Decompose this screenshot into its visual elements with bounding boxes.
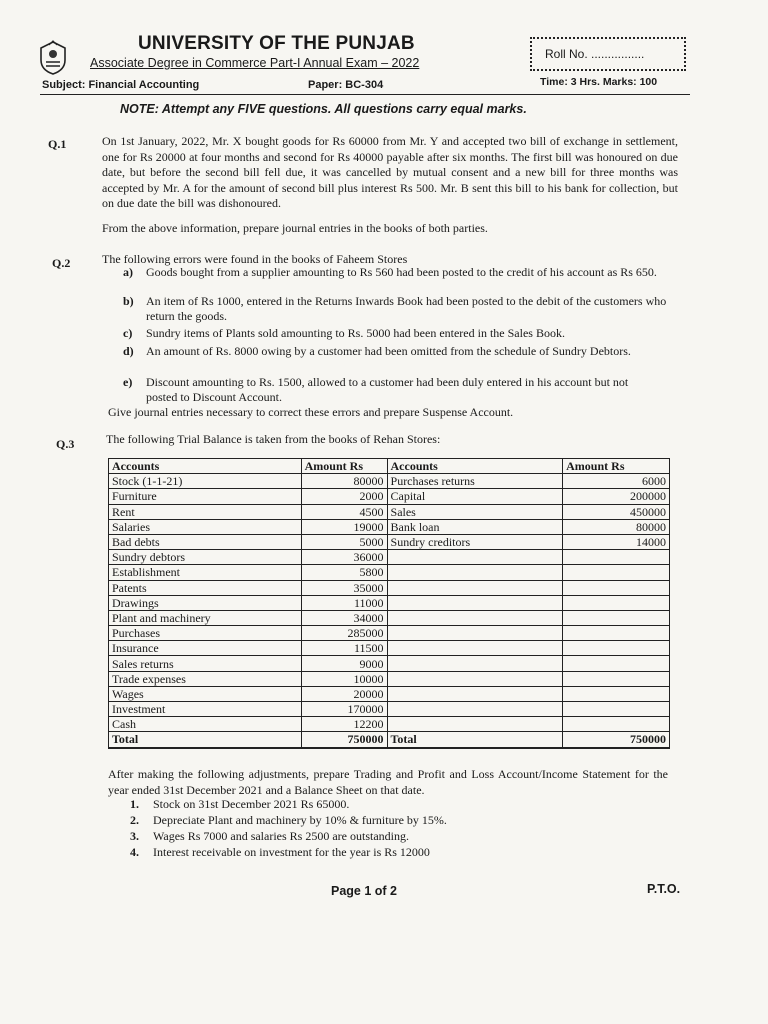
adjustment-text: Interest receivable on investment for the year is Rs 12000 xyxy=(153,845,430,859)
q1-number: Q.1 xyxy=(48,137,67,151)
table-row xyxy=(109,656,670,671)
q2-item-label: b) xyxy=(123,294,134,308)
q2-item-text: An amount of Rs. 8000 owing by a customer had been omitted from the schedule of Sundry Debtors. xyxy=(146,344,631,358)
trial-balance-table xyxy=(108,458,670,749)
q2-item-label: e) xyxy=(123,375,133,389)
table-cell xyxy=(387,550,563,565)
table-cell: Total xyxy=(109,732,302,748)
paper-code: Paper: BC-304 xyxy=(308,79,384,91)
q3-number: Q.3 xyxy=(56,437,75,451)
table-cell xyxy=(563,671,670,686)
table-cell: 9000 xyxy=(301,656,387,671)
table-row xyxy=(109,534,670,549)
table-cell xyxy=(563,550,670,565)
table-cell: 200000 xyxy=(563,489,670,504)
university-title: UNIVERSITY OF THE PUNJAB xyxy=(138,33,415,54)
table-row xyxy=(109,702,670,717)
table-row xyxy=(109,565,670,580)
table-cell: Investment xyxy=(109,702,302,717)
adjustment-text: Depreciate Plant and machinery by 10% & furniture by 15%. xyxy=(153,813,447,827)
adjustment-text: Stock on 31st December 2021 Rs 65000. xyxy=(153,797,350,811)
table-cell: 450000 xyxy=(563,504,670,519)
table-cell: Total xyxy=(387,732,563,748)
q1-text: On 1st January, 2022, Mr. X bought goods for Rs 60000 from Mr. Y and accepted two bill of exchange in settlement, one for Rs 20000 at four months and second for Rs 40000 payable after six months. The first bill was honoured on due date, but before the second bill fell due, it was cancelled by mutual consent and a new bill for three months was accepted by Mr. A for the amount of second bill plus interest Rs 500. Mr. B sent this bill to his bank for collection, but on due date the bill was dishonoured. xyxy=(102,134,678,211)
pto-label: P.T.O. xyxy=(647,882,681,896)
table-cell: Purchases returns xyxy=(387,474,563,489)
table-cell xyxy=(563,656,670,671)
q3-adjustment-4 xyxy=(130,845,653,860)
table-row xyxy=(109,610,670,625)
table-total-row xyxy=(109,732,670,748)
table-cell: Wages xyxy=(109,686,302,701)
adjustment-label: 3. xyxy=(130,829,139,843)
table-cell xyxy=(563,702,670,717)
table-cell: 11000 xyxy=(301,595,387,610)
table-cell: 12200 xyxy=(301,717,387,732)
table-row xyxy=(109,717,670,732)
table-cell xyxy=(563,580,670,595)
table-cell xyxy=(387,610,563,625)
table-cell: Patents xyxy=(109,580,302,595)
table-cell: 5800 xyxy=(301,565,387,580)
q2-item-text: Goods bought from a supplier amounting to Rs 560 had been posted to the credit of his account as Rs 650. xyxy=(146,265,657,279)
q3-adjustment-2 xyxy=(130,813,653,828)
q1-instruction: From the above information, prepare journal entries in the books of both parties. xyxy=(102,221,488,235)
table-cell: Amount Rs xyxy=(301,459,387,474)
q2-item-a xyxy=(123,265,666,280)
subject-label: Subject: Financial Accounting xyxy=(42,79,200,91)
table-cell: Rent xyxy=(109,504,302,519)
table-cell: 19000 xyxy=(301,519,387,534)
table-cell: 14000 xyxy=(563,534,670,549)
table-cell xyxy=(563,565,670,580)
table-cell: Furniture xyxy=(109,489,302,504)
table-header-row xyxy=(109,459,670,474)
table-cell: Capital xyxy=(387,489,563,504)
table-cell xyxy=(387,580,563,595)
table-cell xyxy=(563,686,670,701)
table-cell xyxy=(563,595,670,610)
exam-note: NOTE: Attempt any FIVE questions. All questions carry equal marks. xyxy=(120,102,527,116)
q3-adjustment-3 xyxy=(130,829,653,844)
q2-item-text: An item of Rs 1000, entered in the Returns Inwards Book had been posted to the debit of the customers who return the goods. xyxy=(146,294,667,324)
page-number: Page 1 of 2 xyxy=(331,884,397,898)
table-row xyxy=(109,595,670,610)
q2-instruction: Give journal entries necessary to correct these errors and prepare Suspense Account. xyxy=(108,405,514,419)
table-cell: 34000 xyxy=(301,610,387,625)
time-marks: Time: 3 Hrs. Marks: 100 xyxy=(540,76,658,88)
table-cell xyxy=(563,641,670,656)
roll-number-field: Roll No. ................ xyxy=(545,47,645,61)
table-cell: 20000 xyxy=(301,686,387,701)
q2-item-label: c) xyxy=(123,326,133,340)
q2-item-text: Sundry items of Plants sold amounting to Rs. 5000 had been entered in the Sales Book. xyxy=(146,326,565,340)
table-row xyxy=(109,686,670,701)
table-cell xyxy=(387,656,563,671)
header-divider xyxy=(40,94,690,95)
table-row xyxy=(109,626,670,641)
table-cell xyxy=(387,717,563,732)
table-cell: Salaries xyxy=(109,519,302,534)
table-row xyxy=(109,671,670,686)
table-cell: Sundry creditors xyxy=(387,534,563,549)
table-row xyxy=(109,474,670,489)
table-cell: 6000 xyxy=(563,474,670,489)
table-cell: Plant and machinery xyxy=(109,610,302,625)
table-cell: Amount Rs xyxy=(563,459,670,474)
table-cell: 2000 xyxy=(301,489,387,504)
table-cell xyxy=(563,610,670,625)
table-cell: 750000 xyxy=(301,732,387,748)
table-cell: Accounts xyxy=(387,459,563,474)
table-cell: Establishment xyxy=(109,565,302,580)
q3-adjustment-1 xyxy=(130,797,653,812)
table-cell: 10000 xyxy=(301,671,387,686)
q2-intro: The following errors were found in the books of Faheem Stores xyxy=(102,252,408,266)
table-cell xyxy=(387,641,563,656)
table-cell: Bad debts xyxy=(109,534,302,549)
table-cell xyxy=(387,565,563,580)
table-cell: Sundry debtors xyxy=(109,550,302,565)
table-cell: 35000 xyxy=(301,580,387,595)
q2-item-text: Discount amounting to Rs. 1500, allowed to a customer had been duly entered in his account but not posted to Discount Account. xyxy=(146,375,629,405)
table-cell: 170000 xyxy=(301,702,387,717)
table-cell: Insurance xyxy=(109,641,302,656)
table-cell: Accounts xyxy=(109,459,302,474)
table-cell xyxy=(563,717,670,732)
q2-item-label: a) xyxy=(123,265,133,279)
table-cell: Sales returns xyxy=(109,656,302,671)
table-cell: 285000 xyxy=(301,626,387,641)
table-row xyxy=(109,489,670,504)
adjustment-text: Wages Rs 7000 and salaries Rs 2500 are outstanding. xyxy=(153,829,409,843)
adjustment-label: 2. xyxy=(130,813,139,827)
table-cell: Sales xyxy=(387,504,563,519)
q2-item-label: d) xyxy=(123,344,134,358)
table-row xyxy=(109,641,670,656)
table-cell: Cash xyxy=(109,717,302,732)
table-cell: Purchases xyxy=(109,626,302,641)
table-cell xyxy=(387,595,563,610)
table-cell: Stock (1-1-21) xyxy=(109,474,302,489)
q3-intro: The following Trial Balance is taken from the books of Rehan Stores: xyxy=(106,432,441,446)
q2-item-e xyxy=(123,375,650,405)
table-cell: Bank loan xyxy=(387,519,563,534)
table-cell: 4500 xyxy=(301,504,387,519)
adjustment-label: 1. xyxy=(130,797,139,811)
adjustment-label: 4. xyxy=(130,845,139,859)
table-cell xyxy=(563,626,670,641)
table-row xyxy=(109,519,670,534)
table-cell: 11500 xyxy=(301,641,387,656)
table-row xyxy=(109,580,670,595)
table-cell: 80000 xyxy=(301,474,387,489)
table-cell: Trade expenses xyxy=(109,671,302,686)
table-cell: 750000 xyxy=(563,732,670,748)
table-cell: 80000 xyxy=(563,519,670,534)
q2-item-b xyxy=(123,294,670,324)
table-cell xyxy=(387,686,563,701)
table-cell: Drawings xyxy=(109,595,302,610)
q2-item-c xyxy=(123,326,676,341)
table-row xyxy=(109,550,670,565)
q3-after-text: After making the following adjustments, prepare Trading and Profit and Loss Account/Income Statement for the year ended 31st December 2021 and a Balance Sheet on that date. xyxy=(108,767,668,797)
q2-item-d xyxy=(123,344,646,359)
table-cell: 5000 xyxy=(301,534,387,549)
table-cell xyxy=(387,671,563,686)
table-cell xyxy=(387,702,563,717)
table-cell: 36000 xyxy=(301,550,387,565)
q2-number: Q.2 xyxy=(52,256,71,270)
university-crest-icon xyxy=(38,40,68,76)
table-row xyxy=(109,504,670,519)
exam-title: Associate Degree in Commerce Part-I Annual Exam – 2022 xyxy=(90,56,420,70)
table-cell xyxy=(387,626,563,641)
